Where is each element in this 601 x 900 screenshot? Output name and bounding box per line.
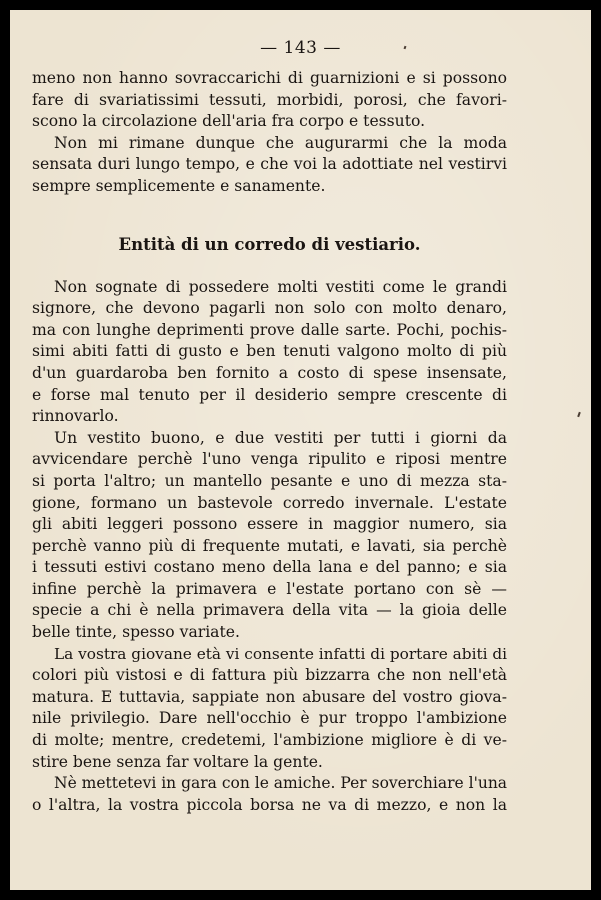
- text-line: di molte; mentre, credetemi, l'ambizione migliore è di ve-: [32, 731, 507, 750]
- text-line: matura. E tuttavia, sappiate non abusare del vostro giova-: [32, 687, 507, 706]
- text-line: stire bene senza far voltare la gente.: [32, 752, 323, 771]
- page-body: [32, 68, 507, 816]
- text-line: specie a chi è nella primavera della vita — la gioia delle: [32, 601, 507, 620]
- text-line: Nè mettetevi in gara con le amiche. Per soverchiare l'una: [54, 774, 508, 793]
- text-line: rinnovarlo.: [32, 407, 119, 426]
- text-line: e forse mal tenuto per il desiderio sempre crescente di: [32, 385, 507, 404]
- text-line: infine perchè la primavera e l'estate portano con sè —: [32, 579, 507, 598]
- text-line: sempre semplicemente e sanamente.: [32, 176, 326, 195]
- book-page: [10, 10, 591, 890]
- text-line: Un vestito buono, e due vestiti per tutti i giorni da: [54, 428, 507, 447]
- text-line: sensata duri lungo tempo, e che voi la adottiate nel vestirvi: [32, 155, 507, 174]
- text-line: i tessuti estivi costano meno della lana e del panno; e sia: [32, 558, 507, 577]
- text-line: perchè vanno più di frequente mutati, e lavati, sia perchè: [32, 536, 507, 555]
- section-title: Entità di un corredo di vestiario.: [118, 234, 421, 254]
- paper-speck: [577, 412, 581, 417]
- text-line: fare di svariatissimi tessuti, morbidi, porosi, che favori-: [32, 90, 507, 109]
- text-line: ma con lunghe deprimenti prove dalle sarte. Pochi, pochis-: [32, 320, 507, 339]
- text-line: meno non hanno sovraccarichi di guarnizioni e si possono: [32, 69, 507, 87]
- text-line: d'un guardaroba ben fornito a costo di spese insensate,: [32, 363, 507, 382]
- text-line: colori più vistosi e di fattura più bizzarra che non nell'età: [32, 666, 507, 685]
- text-line: o l'altra, la vostra piccola borsa ne va di mezzo, e non la: [32, 795, 507, 814]
- text-line: La vostra giovane età vi consente infatti di portare abiti di: [54, 644, 508, 663]
- text-line: avvicendare perchè l'uno venga ripulito e riposi mentre: [32, 450, 507, 469]
- text-line: nile privilegio. Dare nell'occhio è pur troppo l'ambizione: [32, 709, 507, 728]
- text-line: simi abiti fatti di gusto e ben tenuti valgono molto di più: [32, 342, 507, 361]
- text-line: Non mi rimane dunque che augurarmi che la moda: [54, 133, 507, 152]
- text-line: belle tinte, spesso variate.: [32, 623, 240, 642]
- text-line: gione, formano un bastevole corredo invernale. L'estate: [32, 493, 507, 512]
- page-number: — 143 —: [260, 38, 341, 58]
- text-line: si porta l'altro; un mantello pesante e uno di mezza sta-: [32, 471, 507, 490]
- text-line: scono la circolazione dell'aria fra corpo e tessuto.: [32, 112, 426, 131]
- text-line: signore, che devono pagarli non solo con molto denaro,: [32, 299, 507, 318]
- text-line: Non sognate di possedere molti vestiti come le grandi: [54, 277, 507, 296]
- text-line: gli abiti leggeri possono essere in maggior numero, sia: [32, 515, 507, 534]
